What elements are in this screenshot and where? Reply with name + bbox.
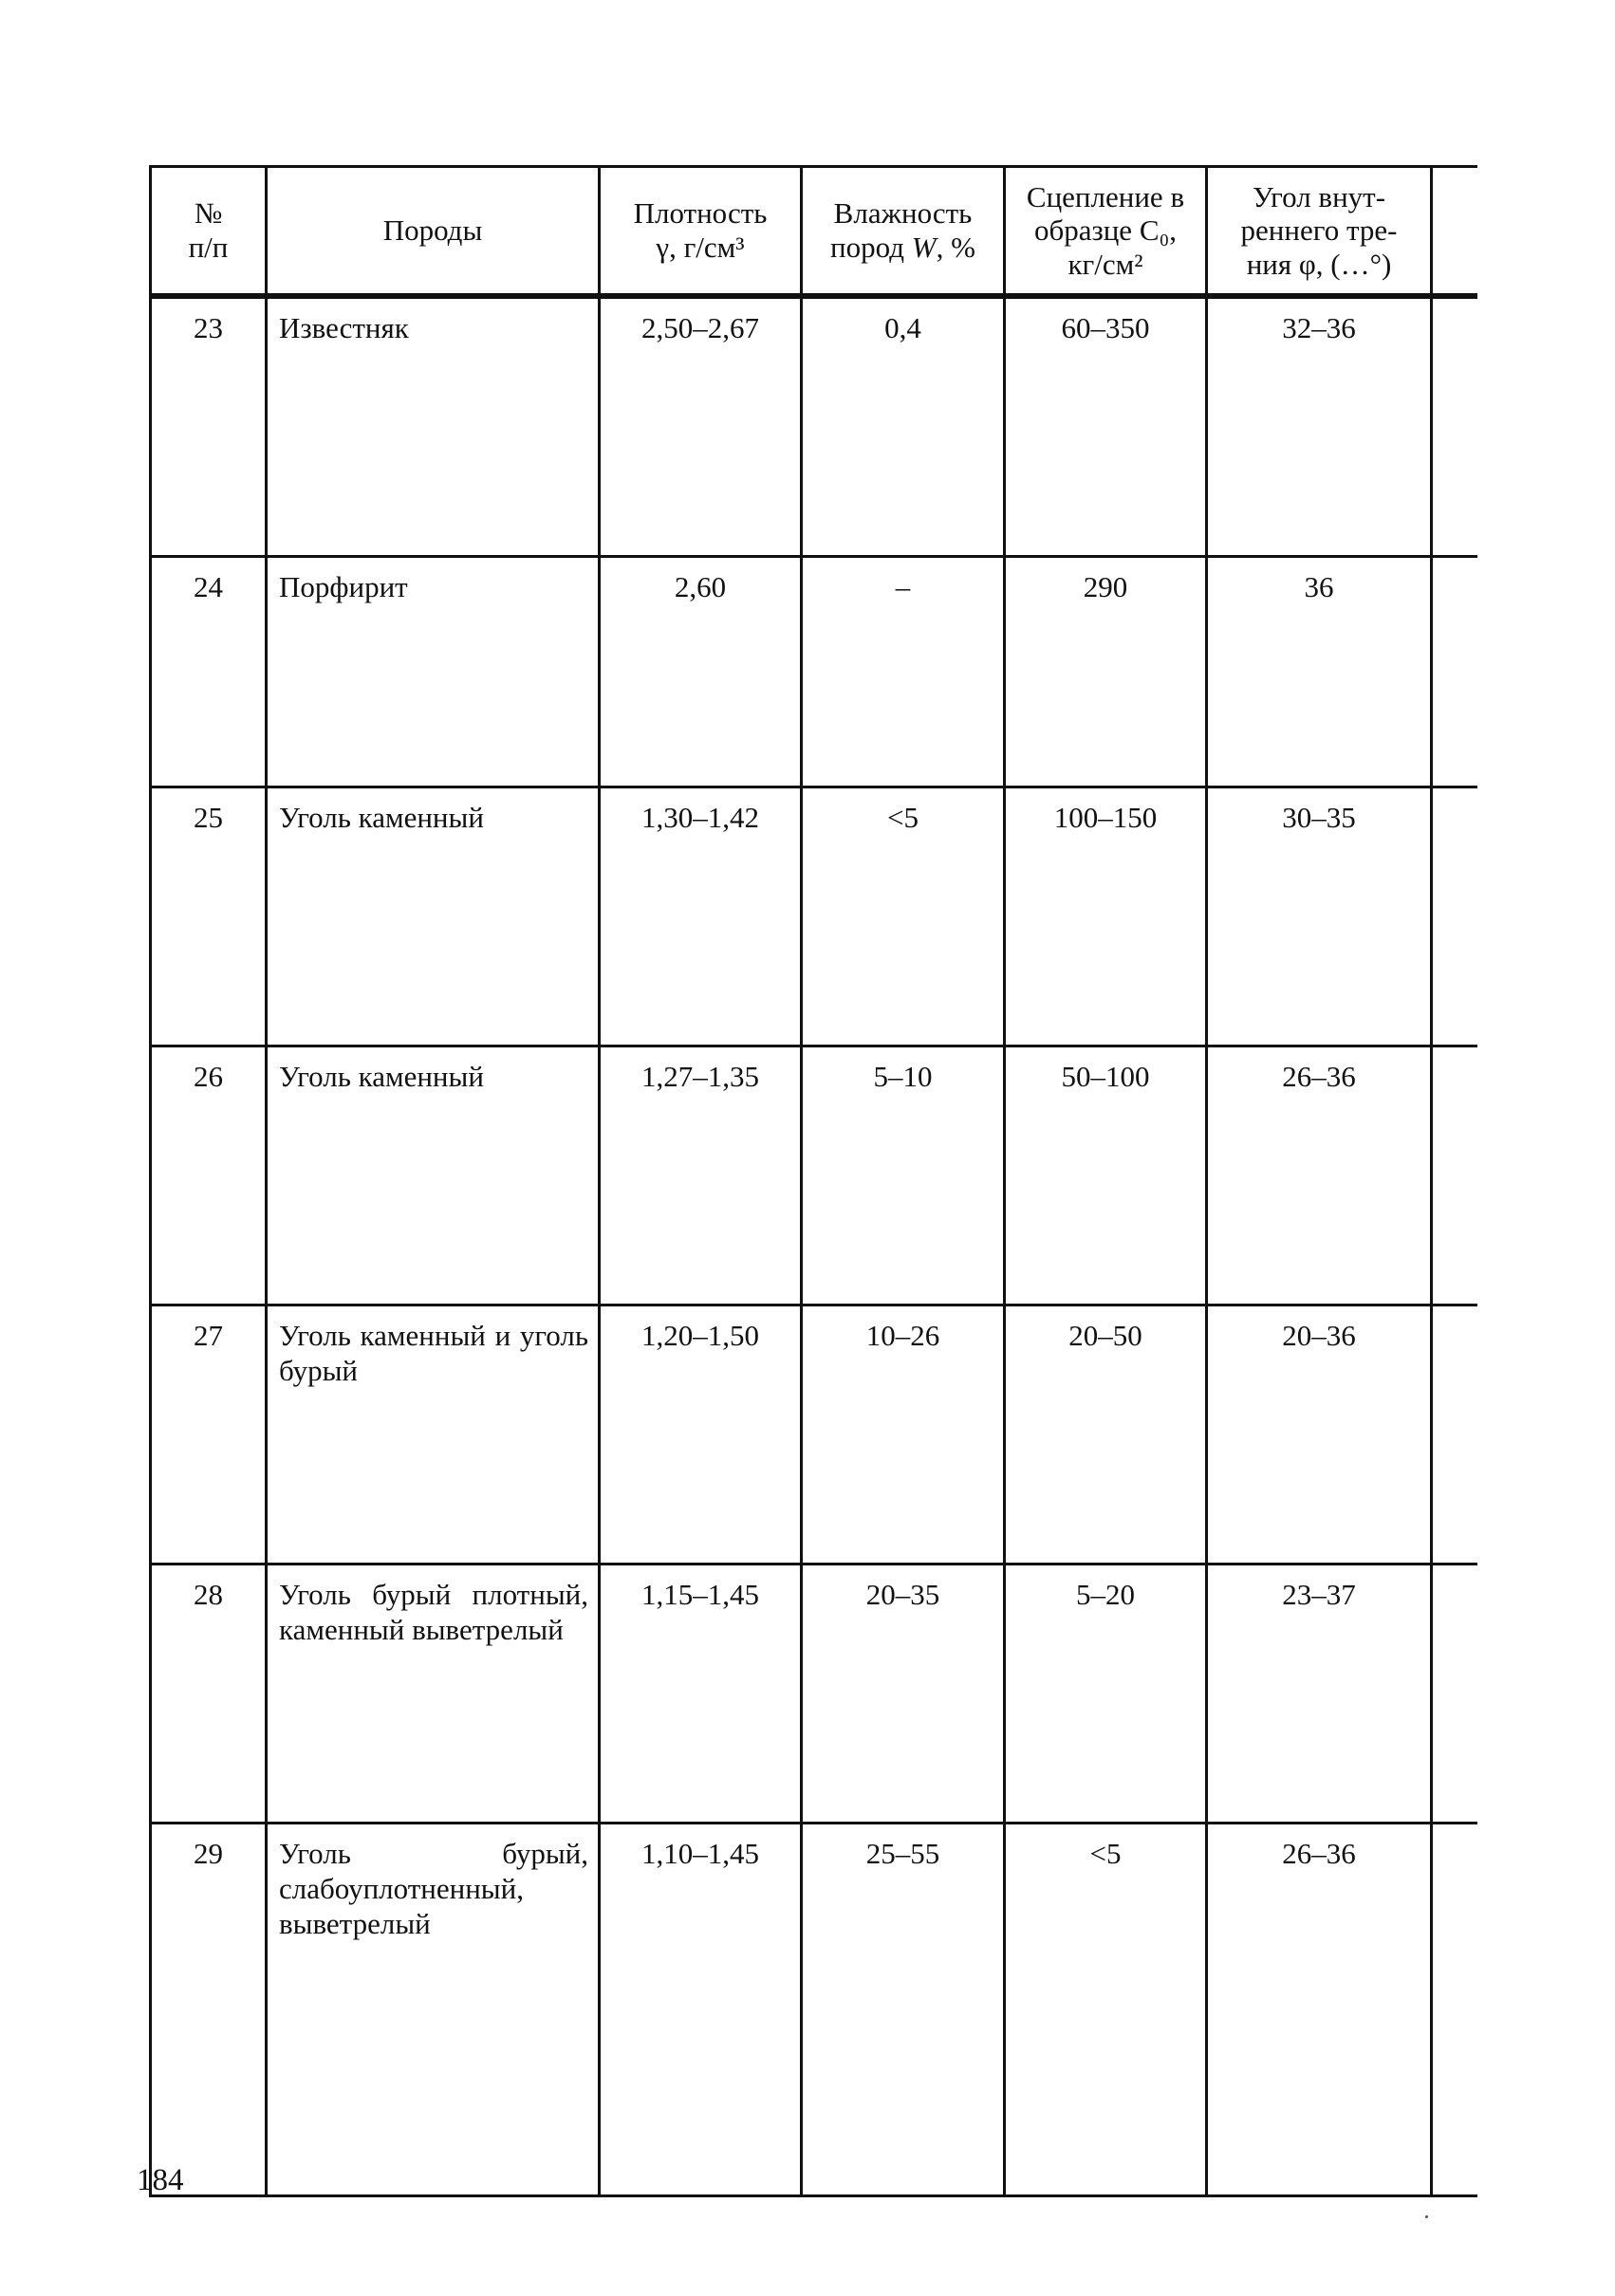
cell-number: 27: [151, 1305, 267, 1565]
cell-friction-angle: 26–36: [1207, 1046, 1432, 1305]
table-row: [151, 557, 1477, 787]
cell-truncated: [1432, 1824, 1477, 2196]
cell-moisture: <5: [802, 787, 1005, 1046]
cell-density: 2,60: [600, 557, 802, 787]
cell-truncated: [1432, 1046, 1477, 1305]
cell-rock: Уголь бурый плотный, каменный выветрелый: [267, 1565, 600, 1824]
table-row: [151, 1824, 1477, 2196]
cell-density: 2,50–2,67: [600, 296, 802, 557]
cell-cohesion: 50–100: [1005, 1046, 1207, 1305]
cell-number: 29: [151, 1824, 267, 2196]
cell-rock: Уголь каменный: [267, 787, 600, 1046]
cell-friction-angle: 26–36: [1207, 1824, 1432, 2196]
cell-number: 25: [151, 787, 267, 1046]
cell-cohesion: 5–20: [1005, 1565, 1207, 1824]
cell-density: 1,20–1,50: [600, 1305, 802, 1565]
header-density: Плотность γ, г/см³: [600, 167, 802, 297]
cell-number: 26: [151, 1046, 267, 1305]
cell-cohesion: 100–150: [1005, 787, 1207, 1046]
page-number: 184: [137, 2163, 184, 2197]
cell-moisture: 20–35: [802, 1565, 1005, 1824]
header-friction-angle: Угол внут- реннего тре- ния φ, (…°): [1207, 167, 1432, 297]
cell-density: 1,15–1,45: [600, 1565, 802, 1824]
cell-moisture: 0,4: [802, 296, 1005, 557]
cell-density: 1,30–1,42: [600, 787, 802, 1046]
cell-truncated: [1432, 296, 1477, 557]
table-row: [151, 1565, 1477, 1824]
cell-truncated: [1432, 557, 1477, 787]
table-row: [151, 787, 1477, 1046]
cell-truncated: [1432, 787, 1477, 1046]
cell-moisture: 25–55: [802, 1824, 1005, 2196]
table-row: [151, 1046, 1477, 1305]
cell-moisture: 5–10: [802, 1046, 1005, 1305]
table-header-row: [151, 167, 1477, 297]
cell-number: 24: [151, 557, 267, 787]
table-row: [151, 296, 1477, 557]
cell-friction-angle: 30–35: [1207, 787, 1432, 1046]
scan-speck: [1425, 2215, 1428, 2218]
cell-rock: Порфирит: [267, 557, 600, 787]
cell-cohesion: 20–50: [1005, 1305, 1207, 1565]
rock-properties-table: [149, 165, 1477, 2197]
cell-cohesion: 290: [1005, 557, 1207, 787]
cell-density: 1,27–1,35: [600, 1046, 802, 1305]
header-moisture: Влажность пород W, %: [802, 167, 1005, 297]
cell-cohesion: 60–350: [1005, 296, 1207, 557]
cell-rock: Известняк: [267, 296, 600, 557]
cell-number: 23: [151, 296, 267, 557]
cell-truncated: [1432, 1565, 1477, 1824]
cell-friction-angle: 20–36: [1207, 1305, 1432, 1565]
cell-number: 28: [151, 1565, 267, 1824]
cell-rock: Уголь каменный: [267, 1046, 600, 1305]
cell-friction-angle: 23–37: [1207, 1565, 1432, 1824]
header-rock: Породы: [267, 167, 600, 297]
cell-density: 1,10–1,45: [600, 1824, 802, 2196]
cell-rock: Уголь каменный и уголь бурый: [267, 1305, 600, 1565]
header-truncated-column: [1432, 167, 1477, 297]
table-row: [151, 1305, 1477, 1565]
cell-friction-angle: 36: [1207, 557, 1432, 787]
header-number: № п/п: [151, 167, 267, 297]
cell-moisture: 10–26: [802, 1305, 1005, 1565]
cell-rock: Уголь бурый, слабоуплотненный, выветрелый: [267, 1824, 600, 2196]
cell-moisture: –: [802, 557, 1005, 787]
cell-cohesion: <5: [1005, 1824, 1207, 2196]
cell-friction-angle: 32–36: [1207, 296, 1432, 557]
header-cohesion: Сцепление в образце C₀, кг/см²: [1005, 167, 1207, 297]
cell-truncated: [1432, 1305, 1477, 1565]
